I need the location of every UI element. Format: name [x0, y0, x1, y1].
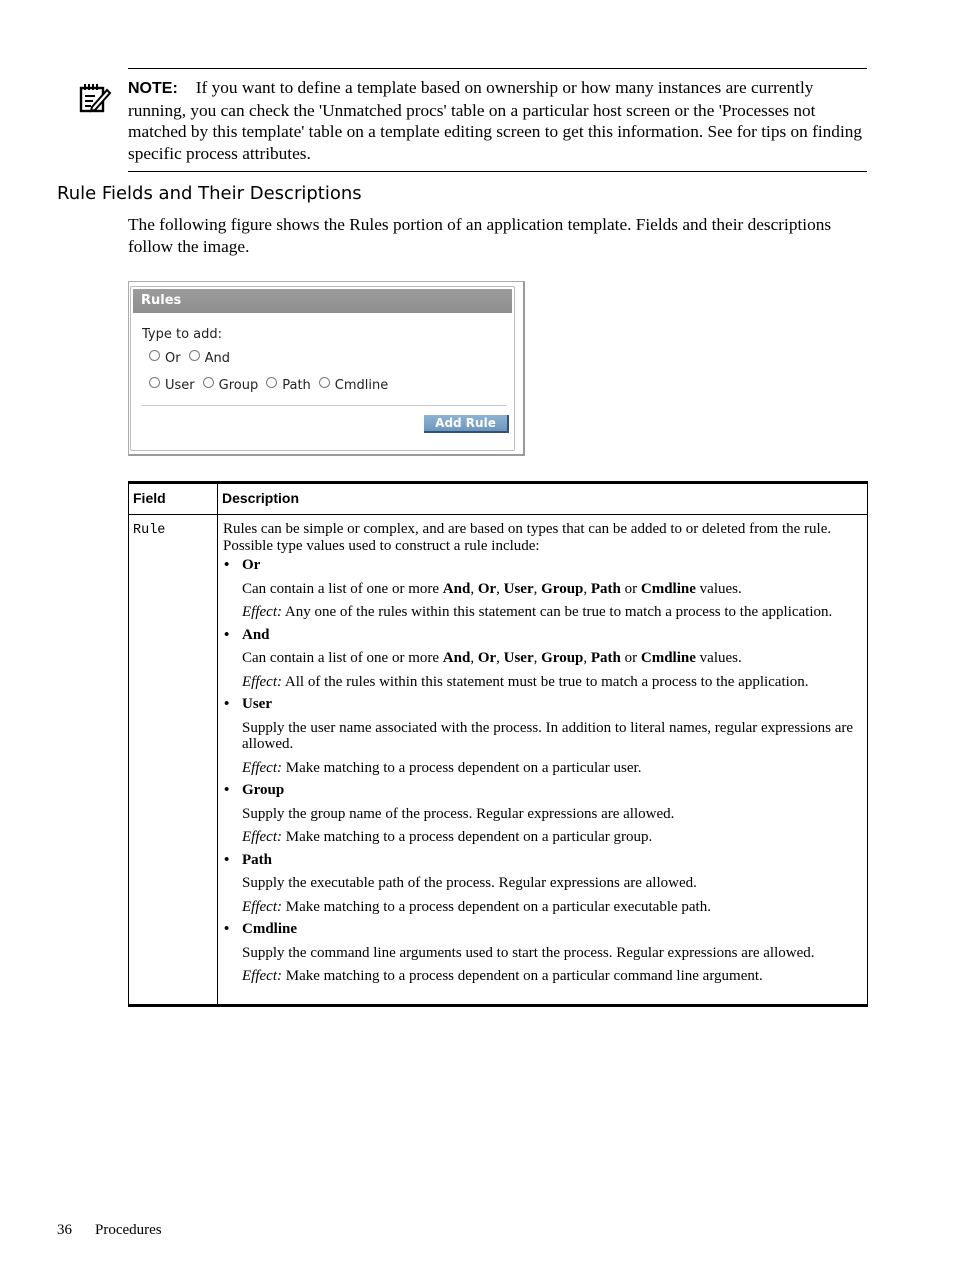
footer-title: Procedures	[95, 1222, 162, 1238]
effect-label: Effect:	[242, 604, 282, 620]
effect-text: All of the rules within this statement must be true to match a process to the application.	[284, 673, 809, 690]
rule-fields-table	[128, 481, 868, 1007]
header-field: Field	[129, 483, 218, 515]
radio-and[interactable]	[189, 351, 230, 366]
type-description: Can contain a list of one or more And, Or, User, Group, Path or Cmdline values.	[242, 650, 742, 666]
radio-group[interactable]	[203, 378, 259, 393]
description-cell	[218, 515, 868, 1006]
type-effect	[242, 760, 862, 777]
radio-circle-icon[interactable]	[203, 377, 214, 388]
radio-group-label: Group	[218, 378, 259, 393]
list-item	[223, 782, 862, 846]
radio-cmdline-label: Cmdline	[334, 378, 389, 393]
radio-or-label: Or	[165, 351, 181, 366]
field-name: Rule	[129, 515, 218, 1006]
list-item	[223, 627, 862, 691]
type-description: Supply the group name of the process. Regular expressions are allowed.	[242, 805, 675, 822]
type-name: • Group	[223, 782, 862, 799]
effect-label: Effect:	[242, 898, 282, 915]
radio-path-label: Path	[282, 378, 311, 393]
type-name: • Cmdline	[223, 921, 862, 938]
radio-path[interactable]	[266, 378, 311, 393]
type-description: Supply the user name associated with the process. In addition to literal names, regular expressions are allowed.	[242, 719, 854, 752]
add-rule-button[interactable]: Add Rule	[424, 415, 509, 433]
header-description: Description	[218, 483, 868, 515]
type-name: • User	[223, 696, 862, 713]
effect-text: Make matching to a process dependent on a particular executable path.	[285, 898, 711, 915]
effect-text: Any one of the rules within this statement can be true to match a process to the application.	[284, 604, 833, 620]
panel-divider	[142, 405, 506, 406]
type-effect	[242, 968, 862, 985]
radio-circle-icon[interactable]	[189, 350, 200, 361]
type-name: • And	[223, 627, 862, 644]
rules-panel	[130, 286, 515, 451]
type-list	[223, 557, 862, 985]
note-box	[128, 68, 867, 172]
table-row	[129, 515, 868, 1006]
effect-text: Make matching to a process dependent on a particular group.	[285, 829, 653, 845]
effect-text: Make matching to a process dependent on a particular user.	[285, 759, 642, 776]
type-effect	[242, 899, 862, 916]
table-header-row	[129, 483, 868, 515]
type-to-add-label: Type to add:	[142, 327, 223, 342]
effect-label: Effect:	[242, 759, 282, 776]
type-description: Supply the command line arguments used to start the process. Regular expressions are allowed.	[242, 944, 815, 961]
section-heading: Rule Fields and Their Descriptions	[57, 183, 362, 204]
type-name: • Path	[223, 852, 862, 869]
effect-label: Effect:	[242, 968, 282, 984]
list-item	[223, 557, 862, 621]
page-number: 36	[57, 1222, 72, 1238]
radio-and-label: And	[204, 351, 230, 366]
note-text: If you want to define a template based on ownership or how many instances are currently running, you can check the 'Unmatched procs' table on a particular host screen or the 'Processes not matched by this template' table on a template editing screen to get this information. See for tips on finding specific process attributes.	[128, 78, 863, 163]
note-label: NOTE:	[128, 80, 178, 97]
radio-or[interactable]	[149, 351, 181, 366]
type-description: Supply the executable path of the process. Regular expressions are allowed.	[242, 875, 697, 891]
radio-user[interactable]	[149, 378, 195, 393]
type-name: • Or	[223, 557, 862, 574]
radio-circle-icon[interactable]	[319, 377, 330, 388]
radio-user-label: User	[165, 378, 195, 393]
effect-text: Make matching to a process dependent on a particular command line argument.	[285, 968, 763, 984]
type-effect	[242, 674, 862, 691]
rules-panel-title: Rules	[133, 289, 512, 313]
radio-row-logic	[149, 351, 238, 366]
effect-label: Effect:	[242, 673, 282, 690]
type-effect	[242, 829, 862, 846]
rule-intro: Rules can be simple or complex, and are based on types that can be added to or deleted from the rule. Possible type values used to construct a rule include:	[223, 521, 832, 554]
type-effect	[242, 604, 862, 621]
radio-circle-icon[interactable]	[266, 377, 277, 388]
radio-row-attributes	[149, 378, 396, 393]
list-item	[223, 921, 862, 985]
radio-cmdline[interactable]	[319, 378, 388, 393]
list-item	[223, 696, 862, 776]
radio-circle-icon[interactable]	[149, 377, 160, 388]
list-item	[223, 852, 862, 916]
section-intro: The following figure shows the Rules portion of an application template. Fields and their descriptions follow the image.	[128, 215, 832, 256]
effect-label: Effect:	[242, 829, 282, 845]
type-description: Can contain a list of one or more And, Or, User, Group, Path or Cmdline values.	[242, 580, 742, 597]
note-icon	[78, 80, 112, 114]
rules-figure	[128, 281, 525, 456]
radio-circle-icon[interactable]	[149, 350, 160, 361]
